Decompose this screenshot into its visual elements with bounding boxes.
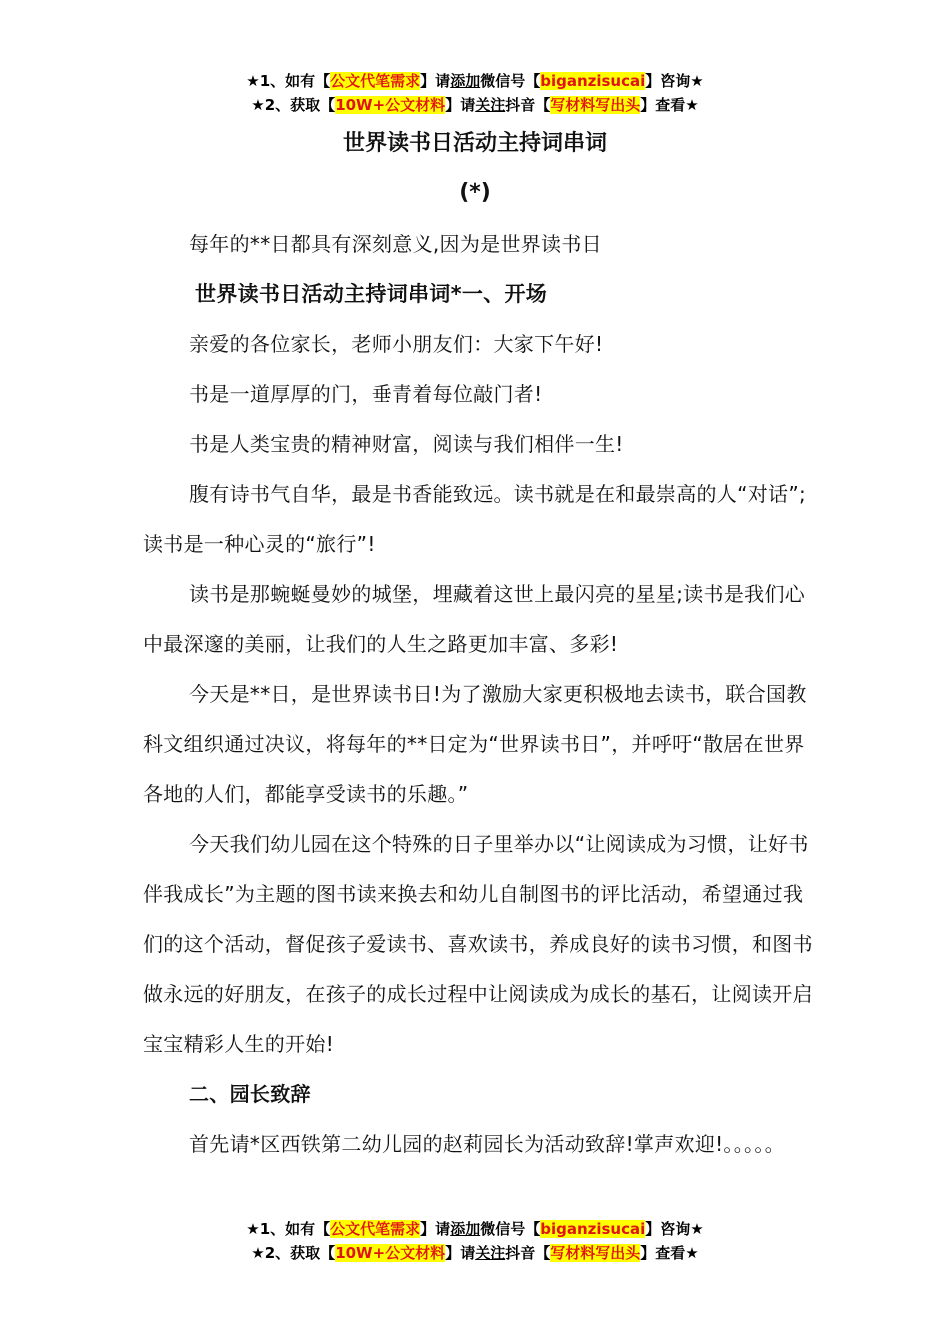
bottom-banner: [0, 1217, 950, 1265]
banner-highlight: 公文代笔需求: [330, 72, 421, 90]
intro-paragraph: 每年的**日都具有深刻意义,因为是世界读书日: [189, 232, 602, 256]
page-subtitle: (*): [459, 180, 491, 205]
paragraph: 读书是那蜿蜒曼妙的城堡，埋藏着这世上最闪亮的星星;读书是我们心中最深邃的美丽，让我们的人生之路更加丰富、多彩!: [143, 582, 806, 656]
douyin-id: 写材料写出头: [550, 96, 641, 114]
banner-highlight: 公文代笔需求: [330, 1220, 421, 1238]
paragraph: 今天是**日，是世界读书日!为了激励大家更积极地去读书，联合国教科文组织通过决议，将每年的**日定为“世界读书日”，并呼吁“散居在世界各地的人们，都能享受读书的乐趣。”: [143, 682, 807, 806]
wechat-id: biganzisucai: [540, 72, 646, 90]
wechat-id: biganzisucai: [540, 1220, 646, 1238]
section-heading-speech: 二、园长致辞: [189, 1082, 311, 1106]
banner-line-1: ★1、如有【公文代笔需求】请添加微信号【biganzisucai】咨询★: [246, 72, 704, 90]
banner-highlight: 10W+公文材料: [335, 1244, 446, 1262]
banner-highlight: 10W+公文材料: [335, 96, 446, 114]
section-heading-opening: 世界读书日活动主持词串词*一、开场: [195, 282, 548, 306]
paragraph: 亲爱的各位家长，老师小朋友们：大家下午好!: [189, 332, 604, 356]
paragraph: 书是一道厚厚的门，垂青着每位敲门者!: [189, 382, 543, 406]
banner-line-2: ★2、获取【10W+公文材料】请关注抖音【写材料写出头】查看★: [251, 96, 699, 114]
paragraph: 书是人类宝贵的精神财富，阅读与我们相伴一生!: [189, 432, 624, 456]
banner-line-1: ★1、如有【公文代笔需求】请添加微信号【biganzisucai】咨询★: [246, 1220, 704, 1238]
page-title: 世界读书日活动主持词串词: [342, 131, 607, 156]
douyin-id: 写材料写出头: [550, 1244, 641, 1262]
document-body: [143, 219, 823, 1169]
paragraph: 今天我们幼儿园在这个特殊的日子里举办以“让阅读成为习惯，让好书伴我成长”为主题的图书读来换去和幼儿自制图书的评比活动，希望通过我们的这个活动，督促孩子爱读书、喜欢读书，养成良好的读书习惯，和图书做永远的好朋友，在孩子的成长过程中让阅读成为成长的基石，让阅读开启宝宝精彩人生的开始!: [143, 832, 813, 1056]
top-banner: [0, 69, 950, 117]
banner-line-2: ★2、获取【10W+公文材料】请关注抖音【写材料写出头】查看★: [251, 1244, 699, 1262]
paragraph: 腹有诗书气自华，最是书香能致远。读书就是在和最崇高的人“对话”;读书是一种心灵的“旅行”!: [143, 482, 807, 556]
closing-paragraph: 首先请*区西铁第二幼儿园的赵莉园长为活动致辞!掌声欢迎!。。。。。: [189, 1132, 785, 1156]
